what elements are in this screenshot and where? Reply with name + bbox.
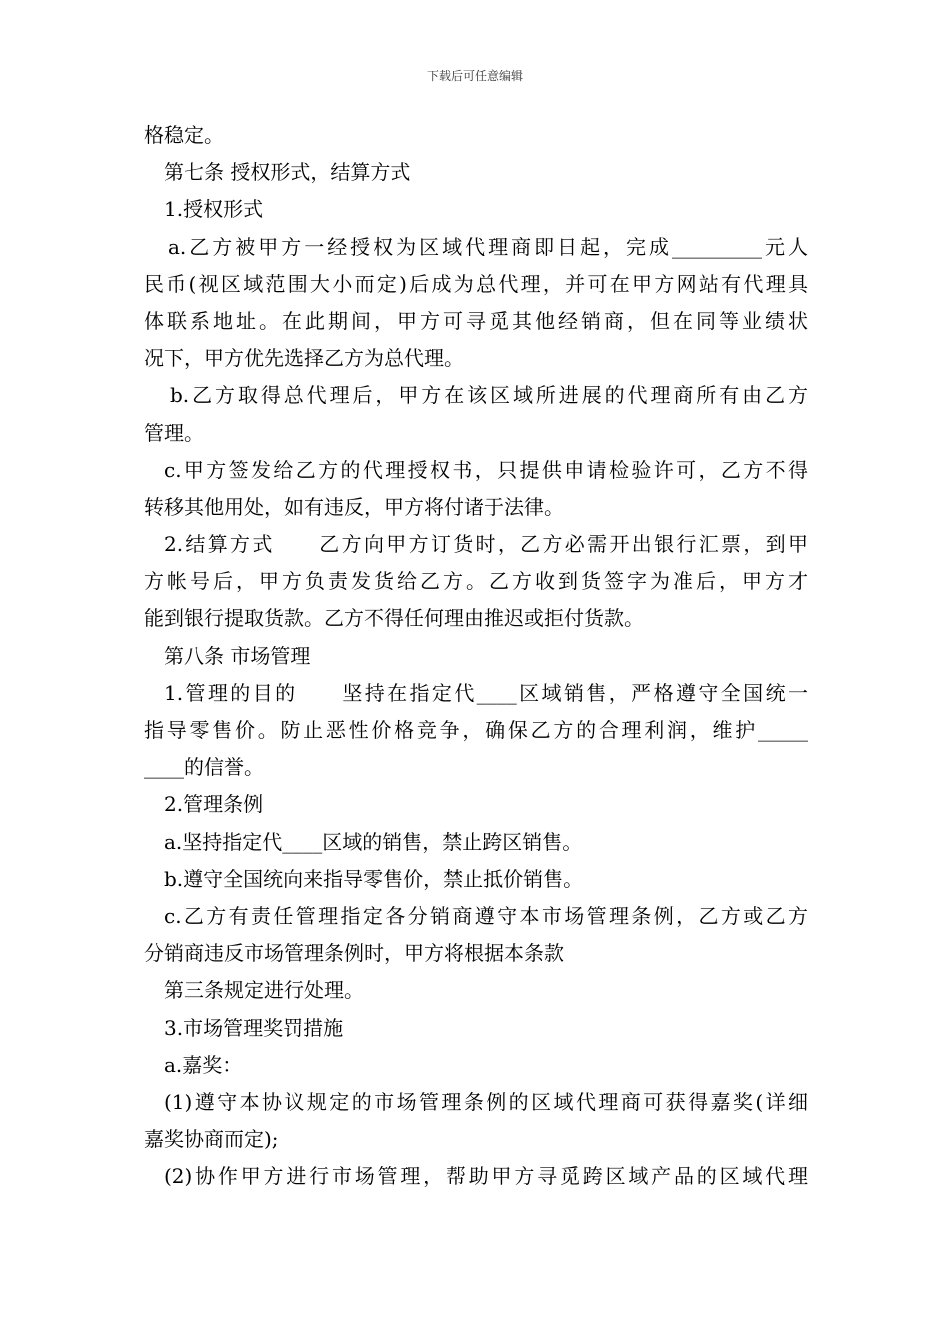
document-body <box>144 117 808 1195</box>
text-line: 格稳定。 <box>144 123 224 147</box>
text-line: 第八条 市场管理 <box>164 643 311 668</box>
text-line: 民币(视区域范围大小而定)后成为总代理，并可在甲方网站有代理具 <box>144 271 808 296</box>
text-line: b.遵守全国统向来指导零售价，禁止抵价销售。 <box>164 866 584 891</box>
text-line: (1)遵守本协议规定的市场管理条例的区域代理商可获得嘉奖(详细 <box>164 1089 808 1114</box>
text-line: c.乙方有责任管理指定各分销商遵守本市场管理条例，乙方或乙方 <box>164 903 808 928</box>
text-line: 分销商违反市场管理条例时，甲方将根据本条款 <box>144 941 564 966</box>
text-line: 转移其他用处，如有违反，甲方将付诸于法律。 <box>144 494 564 519</box>
text-line: 2.管理条例 <box>164 792 264 817</box>
text-line: a.坚持指定代____区域的销售，禁止跨区销售。 <box>164 829 583 854</box>
text-line: 第三条规定进行处理。 <box>164 978 364 1003</box>
text-line: 体联系地址。在此期间，甲方可寻觅其他经销商，但在同等业绩状 <box>144 308 808 333</box>
text-line: 2.结算方式 乙方向甲方订货时，乙方必需开出银行汇票，到甲 <box>164 532 808 557</box>
text-line: 方帐号后，甲方负责发货给乙方。乙方收到货签字为准后，甲方才 <box>144 569 808 594</box>
text-line: 1.授权形式 <box>164 197 264 222</box>
text-line: ____的信誉。 <box>144 755 264 780</box>
text-line: 指导零售价。防止恶性价格竞争，确保乙方的合理利润，维护_____ <box>144 718 808 742</box>
text-line: 3.市场管理奖罚措施 <box>164 1015 344 1040</box>
text-line: c.甲方签发给乙方的代理授权书，只提供申请检验许可，乙方不得 <box>164 457 808 482</box>
text-line: 1.管理的目的 坚持在指定代____区域销售，严格遵守全国统一 <box>164 680 808 705</box>
page-header: 下载后可任意编辑 <box>426 69 523 83</box>
text-line: 管理。 <box>144 420 204 445</box>
text-line: 况下，甲方优先选择乙方为总代理。 <box>144 346 464 371</box>
text-line: (2)协作甲方进行市场管理，帮助甲方寻觅跨区域产品的区域代理 <box>164 1164 808 1189</box>
text-line: a.嘉奖： <box>164 1052 243 1077</box>
text-line: a.乙方被甲方一经授权为区域代理商即日起，完成_________元人 <box>168 234 808 259</box>
text-line: 嘉奖协商而定); <box>144 1127 279 1152</box>
text-line: b.乙方取得总代理后，甲方在该区域所进展的代理商所有由乙方 <box>170 383 808 408</box>
text-line: 能到银行提取货款。乙方不得任何理由推迟或拒付货款。 <box>144 606 644 631</box>
text-line: 第七条 授权形式，结算方式 <box>164 160 411 185</box>
